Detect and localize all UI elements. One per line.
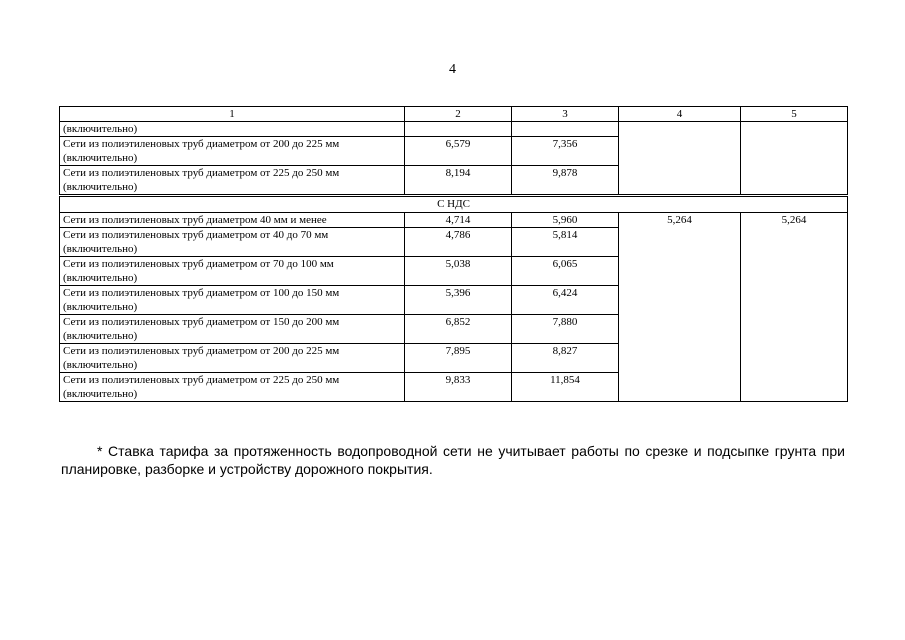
cell-col3: 6,424 bbox=[512, 286, 619, 315]
column-header: 4 bbox=[619, 107, 741, 122]
cell-col2: 4,786 bbox=[405, 228, 512, 257]
cell-col2: 7,895 bbox=[405, 344, 512, 373]
cell-col3: 8,827 bbox=[512, 344, 619, 373]
tariff-table bbox=[59, 106, 848, 402]
row-description: Сети из полиэтиленовых труб диаметром от 200 до 225 мм (включительно) bbox=[60, 137, 405, 166]
row-description: Сети из полиэтиленовых труб диаметром от 40 до 70 мм (включительно) bbox=[60, 228, 405, 257]
cell-col3: 7,880 bbox=[512, 315, 619, 344]
section-title: С НДС bbox=[60, 197, 848, 213]
cell-col2: 5,396 bbox=[405, 286, 512, 315]
cell-col2 bbox=[405, 122, 512, 137]
page-number: 4 bbox=[449, 62, 456, 77]
cell-col3: 5,960 bbox=[512, 213, 619, 228]
column-header: 5 bbox=[741, 107, 848, 122]
cell-col2: 4,714 bbox=[405, 213, 512, 228]
row-description: (включительно) bbox=[60, 122, 405, 137]
row-description: Сети из полиэтиленовых труб диаметром от 225 до 250 мм (включительно) bbox=[60, 166, 405, 195]
cell-col2: 6,852 bbox=[405, 315, 512, 344]
cell-col2: 8,194 bbox=[405, 166, 512, 195]
cell-col3: 11,854 bbox=[512, 373, 619, 402]
cell-col3: 5,814 bbox=[512, 228, 619, 257]
merged-cell-col5: 5,264 bbox=[741, 213, 848, 402]
column-header: 2 bbox=[405, 107, 512, 122]
merged-cell-col4: 5,264 bbox=[619, 213, 741, 402]
cell-col3: 7,356 bbox=[512, 137, 619, 166]
cell-col3: 9,878 bbox=[512, 166, 619, 195]
cell-col3: 6,065 bbox=[512, 257, 619, 286]
section-row bbox=[60, 197, 848, 213]
merged-cell-col4 bbox=[619, 122, 741, 195]
table-row bbox=[60, 122, 848, 137]
row-description: Сети из полиэтиленовых труб диаметром от 225 до 250 мм (включительно) bbox=[60, 373, 405, 402]
cell-col2: 5,038 bbox=[405, 257, 512, 286]
cell-col3 bbox=[512, 122, 619, 137]
row-description: Сети из полиэтиленовых труб диаметром от 200 до 225 мм (включительно) bbox=[60, 344, 405, 373]
row-description: Сети из полиэтиленовых труб диаметром от 100 до 150 мм (включительно) bbox=[60, 286, 405, 315]
row-description: Сети из полиэтиленовых труб диаметром 40 мм и менее bbox=[60, 213, 405, 228]
table-row bbox=[60, 213, 848, 228]
cell-col2: 6,579 bbox=[405, 137, 512, 166]
cell-col2: 9,833 bbox=[405, 373, 512, 402]
header-row bbox=[60, 107, 848, 122]
column-header: 1 bbox=[60, 107, 405, 122]
row-description: Сети из полиэтиленовых труб диаметром от 150 до 200 мм (включительно) bbox=[60, 315, 405, 344]
row-description: Сети из полиэтиленовых труб диаметром от 70 до 100 мм (включительно) bbox=[60, 257, 405, 286]
merged-cell-col5 bbox=[741, 122, 848, 195]
footnote: * Ставка тарифа за протяженность водопроводной сети не учитывает работы по срезке и подсыпке грунта при планировке, разборке и устройству дорожного покрытия. bbox=[61, 443, 845, 477]
column-header: 3 bbox=[512, 107, 619, 122]
